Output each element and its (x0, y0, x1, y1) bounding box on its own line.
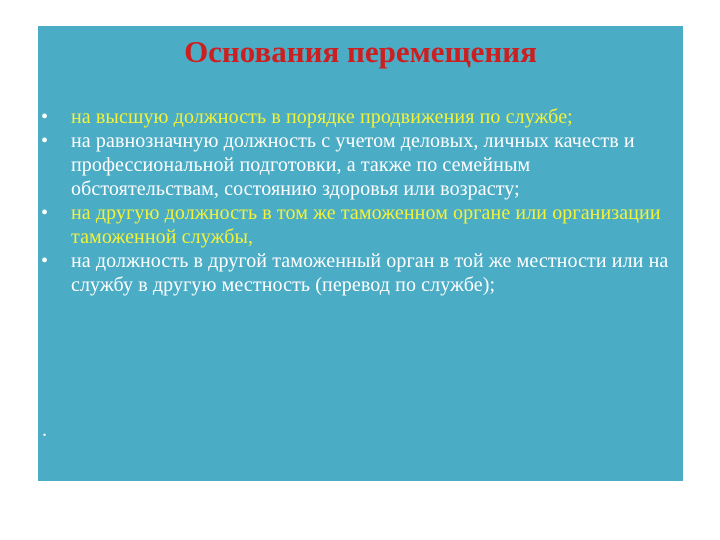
bullet-marker: • (41, 250, 49, 272)
trailing-dot: . (42, 419, 47, 441)
bullet-list (38, 105, 678, 297)
bullet-text: на равнозначную должность с учетом деловых, личных качеств и профессиональной подготовки, а также по семейным обстоятельствам, состоянию здоровья или возрасту; (71, 130, 635, 200)
bullet-text: на высшую должность в порядке продвижения по службе; (71, 106, 573, 128)
bullet-marker: • (41, 202, 49, 224)
slide-panel (38, 26, 683, 481)
bullet-marker: • (41, 106, 49, 128)
bullet-marker: • (41, 130, 49, 152)
bullet-text: на должность в другой таможенный орган в той же местности или на службу в другую местность (перевод по службе); (71, 250, 669, 296)
list-item (38, 129, 678, 201)
bullet-text: на другую должность в том же таможенном органе или организации таможенной службы, (71, 202, 661, 248)
list-item (38, 201, 678, 249)
list-item (38, 105, 678, 129)
list-item (38, 249, 678, 297)
slide-title: Основания перемещения (184, 34, 537, 69)
